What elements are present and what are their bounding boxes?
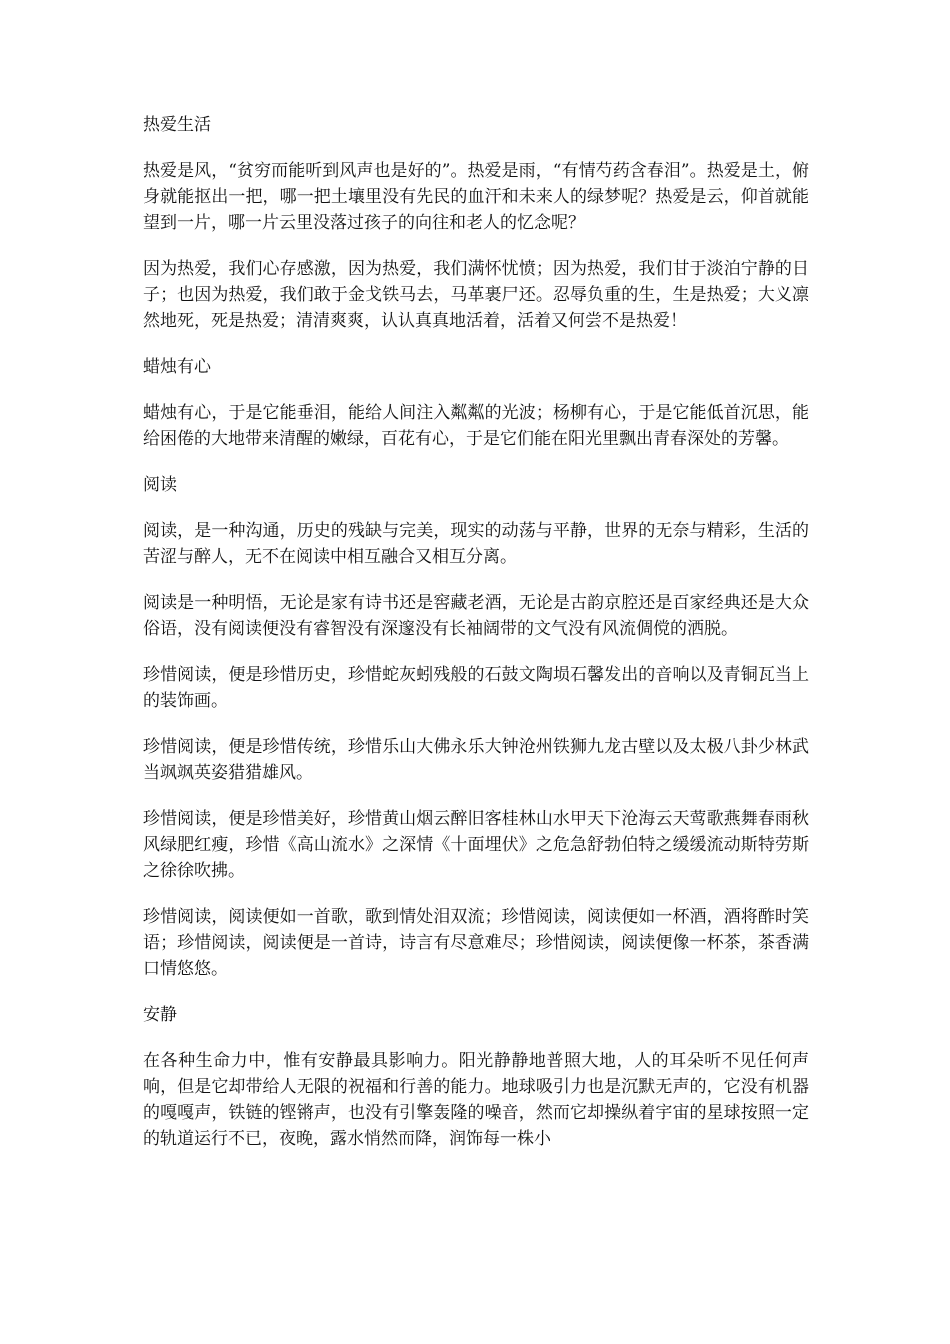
paragraph: 因为热爱，我们心存感激，因为热爱，我们满怀忧愤；因为热爱，我们甘于淡泊宁静的日子；也因为热爱，我们敢于金戈铁马去，马革裹尸还。忍辱负重的生，生是热爱；大义凛然地死，死是热爱；清清爽爽，认认真真地活着，活着又何尝不是热爱！	[143, 259, 809, 331]
paragraph: 在各种生命力中，惟有安静最具影响力。阳光静静地普照大地，人的耳朵听不见任何声响，但是它却带给人无限的祝福和行善的能力。地球吸引力也是沉默无声的，它没有机器的嘎嘎声，铁链的铿锵声，也没有引擎轰隆的噪音，然而它却操纵着宇宙的星球按照一定的轨道运行不已，夜晚，露水悄然而降，润饰每一株小	[143, 1051, 809, 1149]
document-page	[143, 112, 809, 1172]
paragraph: 珍惜阅读，阅读便如一首歌，歌到情处泪双流；珍惜阅读，阅读便如一杯酒，酒将酢时笑语；珍惜阅读，阅读便是一首诗，诗言有尽意难尽；珍惜阅读，阅读便像一杯茶，茶香满口情悠悠。	[143, 907, 809, 979]
paragraph: 蜡烛有心，于是它能垂泪，能给人间注入粼粼的光波；杨柳有心，于是它能低首沉思，能给困倦的大地带来清醒的嫩绿，百花有心，于是它们能在阳光里飘出青春深处的芳馨。	[143, 403, 809, 449]
paragraph: 珍惜阅读，便是珍惜美好，珍惜黄山烟云醉旧客桂林山水甲天下沧海云天莺歌燕舞春雨秋风绿肥红瘦，珍惜《高山流水》之深情《十面埋伏》之危急舒勃伯特之缓缓流动斯特劳斯之徐徐吹拂。	[143, 809, 809, 881]
paragraph: 珍惜阅读，便是珍惜传统，珍惜乐山大佛永乐大钟沧州铁狮九龙古壁以及太极八卦少林武当飒飒英姿猎猎雄风。	[143, 737, 809, 783]
paragraph: 热爱是风，“贫穷而能听到风声也是好的”。热爱是雨，“有情芍药含春泪”。热爱是土，俯身就能抠出一把，哪一把土壤里没有先民的血汗和未来人的绿梦呢？热爱是云，仰首就能望到一片，哪一片云里没落过孩子的向往和老人的忆念呢？	[143, 161, 809, 233]
paragraph: 珍惜阅读，便是珍惜历史，珍惜蛇灰蚓残般的石鼓文陶埙石馨发出的音响以及青铜瓦当上的装饰画。	[143, 665, 809, 711]
section-heading-love-life: 热爱生活	[143, 115, 211, 135]
paragraph: 阅读，是一种沟通，历史的残缺与完美，现实的动荡与平静，世界的无奈与精彩，生活的苦涩与醉人，无不在阅读中相互融合又相互分离。	[143, 521, 809, 567]
section-heading-quiet: 安静	[143, 1005, 177, 1025]
section-heading-candle: 蜡烛有心	[143, 357, 211, 377]
section-heading-reading: 阅读	[143, 475, 177, 495]
paragraph: 阅读是一种明悟，无论是家有诗书还是窖藏老酒，无论是古韵京腔还是百家经典还是大众俗语，没有阅读便没有睿智没有深邃没有长袖阔带的文气没有风流倜傥的洒脱。	[143, 593, 809, 639]
